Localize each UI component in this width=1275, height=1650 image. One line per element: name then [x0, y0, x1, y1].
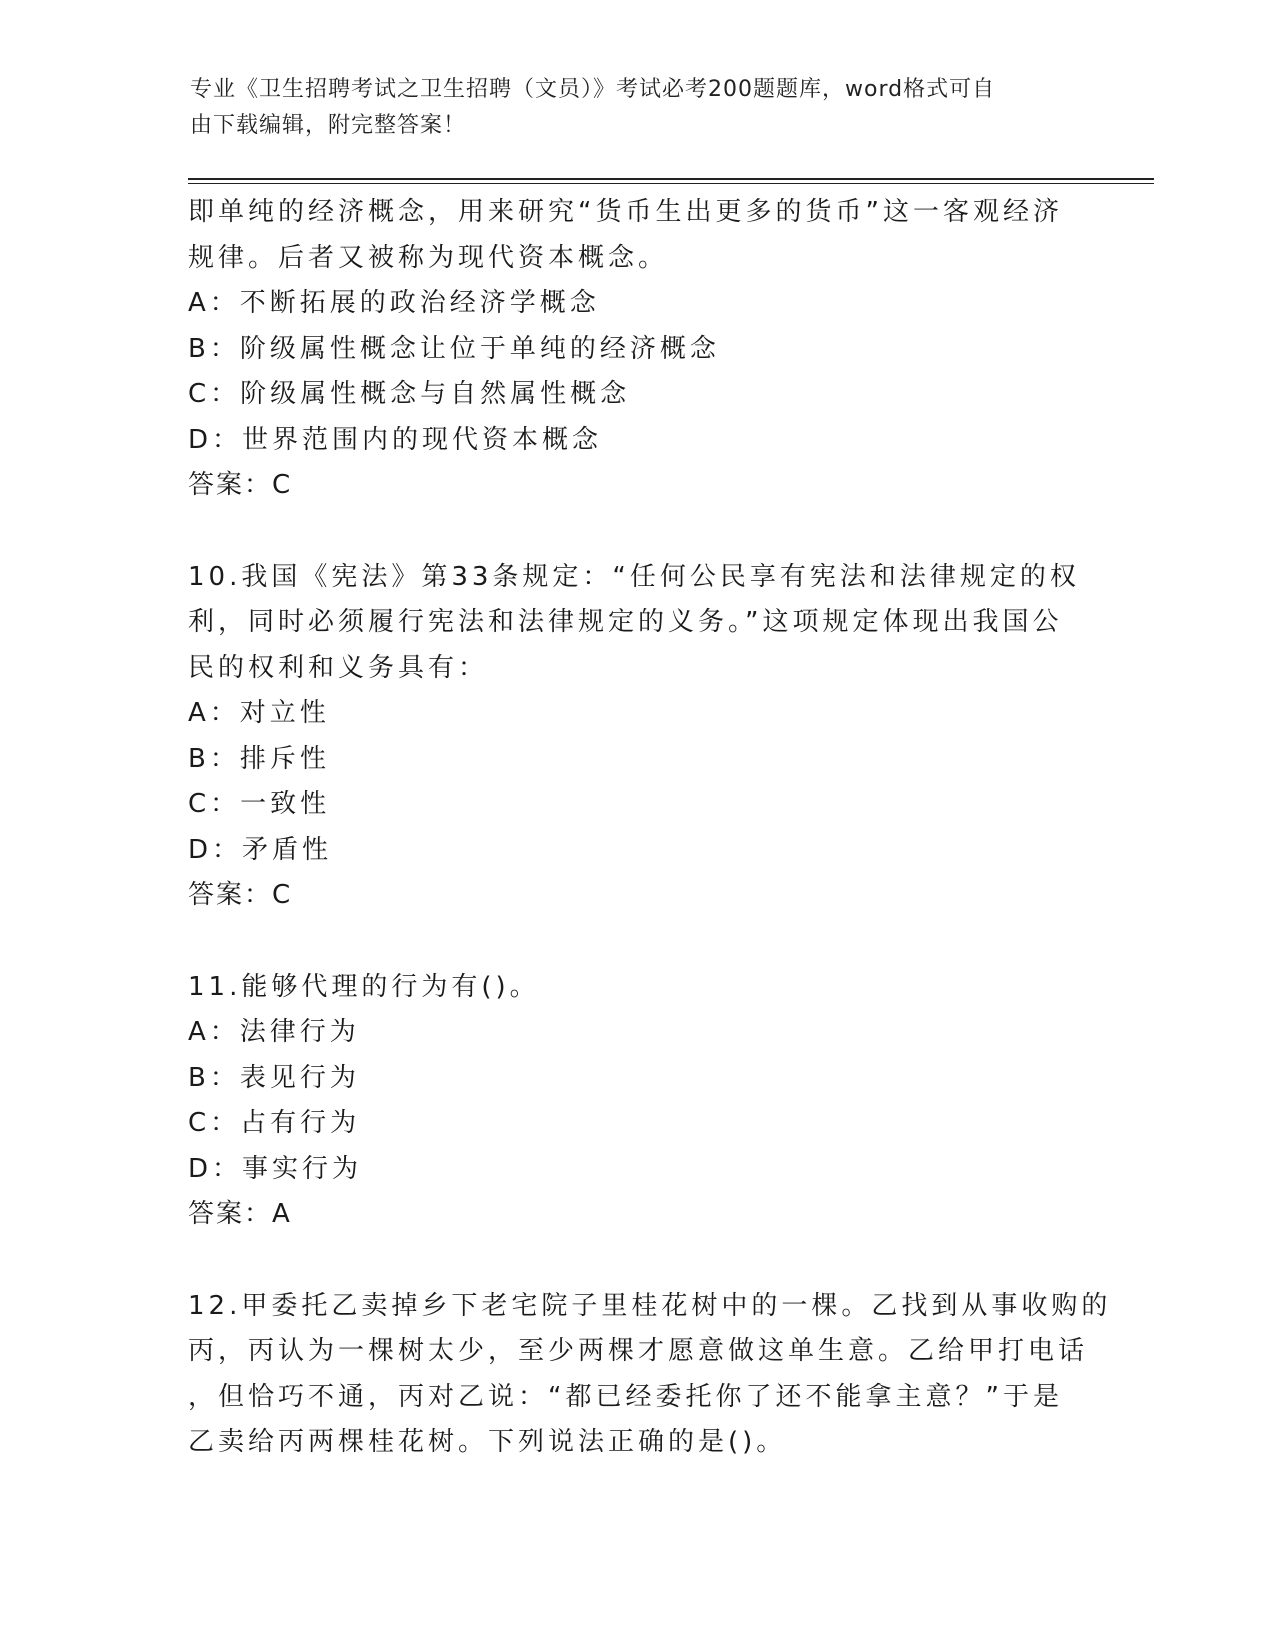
stem-line: 11.能够代理的行为有()。	[188, 971, 540, 1002]
stem-line: 10.我国《宪法》第33条规定：“任何公民享有宪法和法律规定的权	[188, 561, 1080, 592]
header-line-2: 由下载编辑，附完整答案！	[190, 113, 467, 138]
option-c: C：一致性	[188, 789, 331, 819]
spacer	[188, 1238, 1088, 1284]
question-11	[188, 965, 1088, 1238]
question-continuation	[188, 190, 1088, 509]
header-divider-thin	[188, 183, 1154, 184]
answer-line: 答案：C	[188, 880, 293, 910]
stem-line: 乙卖给丙两棵桂花树。下列说法正确的是()。	[188, 1427, 787, 1457]
option-a: A：不断拓展的政治经济学概念	[188, 288, 600, 318]
spacer	[188, 509, 1088, 555]
document-header	[190, 72, 1070, 144]
option-b: B：排斥性	[188, 743, 330, 774]
stem-line: 规律。后者又被称为现代资本概念。	[188, 242, 669, 273]
spacer	[188, 919, 1088, 965]
stem-line: ，但恰巧不通，丙对乙说：“都已经委托你了还不能拿主意？”于是	[188, 1381, 1063, 1412]
option-d: D：事实行为	[188, 1153, 363, 1184]
option-c: C：占有行为	[188, 1108, 361, 1138]
stem-line: 即单纯的经济概念，用来研究“货币生出更多的货币”这一客观经济	[188, 197, 1063, 227]
stem-line: 12.甲委托乙卖掉乡下老宅院子里桂花树中的一棵。乙找到从事收购的	[188, 1290, 1112, 1321]
option-d: D：矛盾性	[188, 834, 333, 865]
stem-line: 利，同时必须履行宪法和法律规定的义务。”这项规定体现出我国公	[188, 607, 1063, 637]
question-12	[188, 1284, 1112, 1466]
answer-line: 答案：A	[188, 1199, 292, 1229]
option-a: A：对立性	[188, 698, 330, 728]
option-a: A：法律行为	[188, 1017, 360, 1047]
question-10	[188, 555, 1088, 919]
header-divider-thick	[188, 178, 1154, 180]
option-d: D：世界范围内的现代资本概念	[188, 424, 603, 455]
option-b: B：表见行为	[188, 1062, 360, 1093]
option-c: C：阶级属性概念与自然属性概念	[188, 379, 631, 409]
option-b: B：阶级属性概念让位于单纯的经济概念	[188, 333, 720, 364]
stem-line: 民的权利和义务具有：	[188, 652, 489, 683]
stem-line: 丙，丙认为一棵树太少，至少两棵才愿意做这单生意。乙给甲打电话	[188, 1336, 1089, 1366]
document-body	[188, 190, 1112, 1466]
header-line-1: 专业《卫生招聘考试之卫生招聘（文员）》考试必考200题题库，word格式可自	[190, 77, 996, 102]
answer-line: 答案：C	[188, 470, 293, 500]
